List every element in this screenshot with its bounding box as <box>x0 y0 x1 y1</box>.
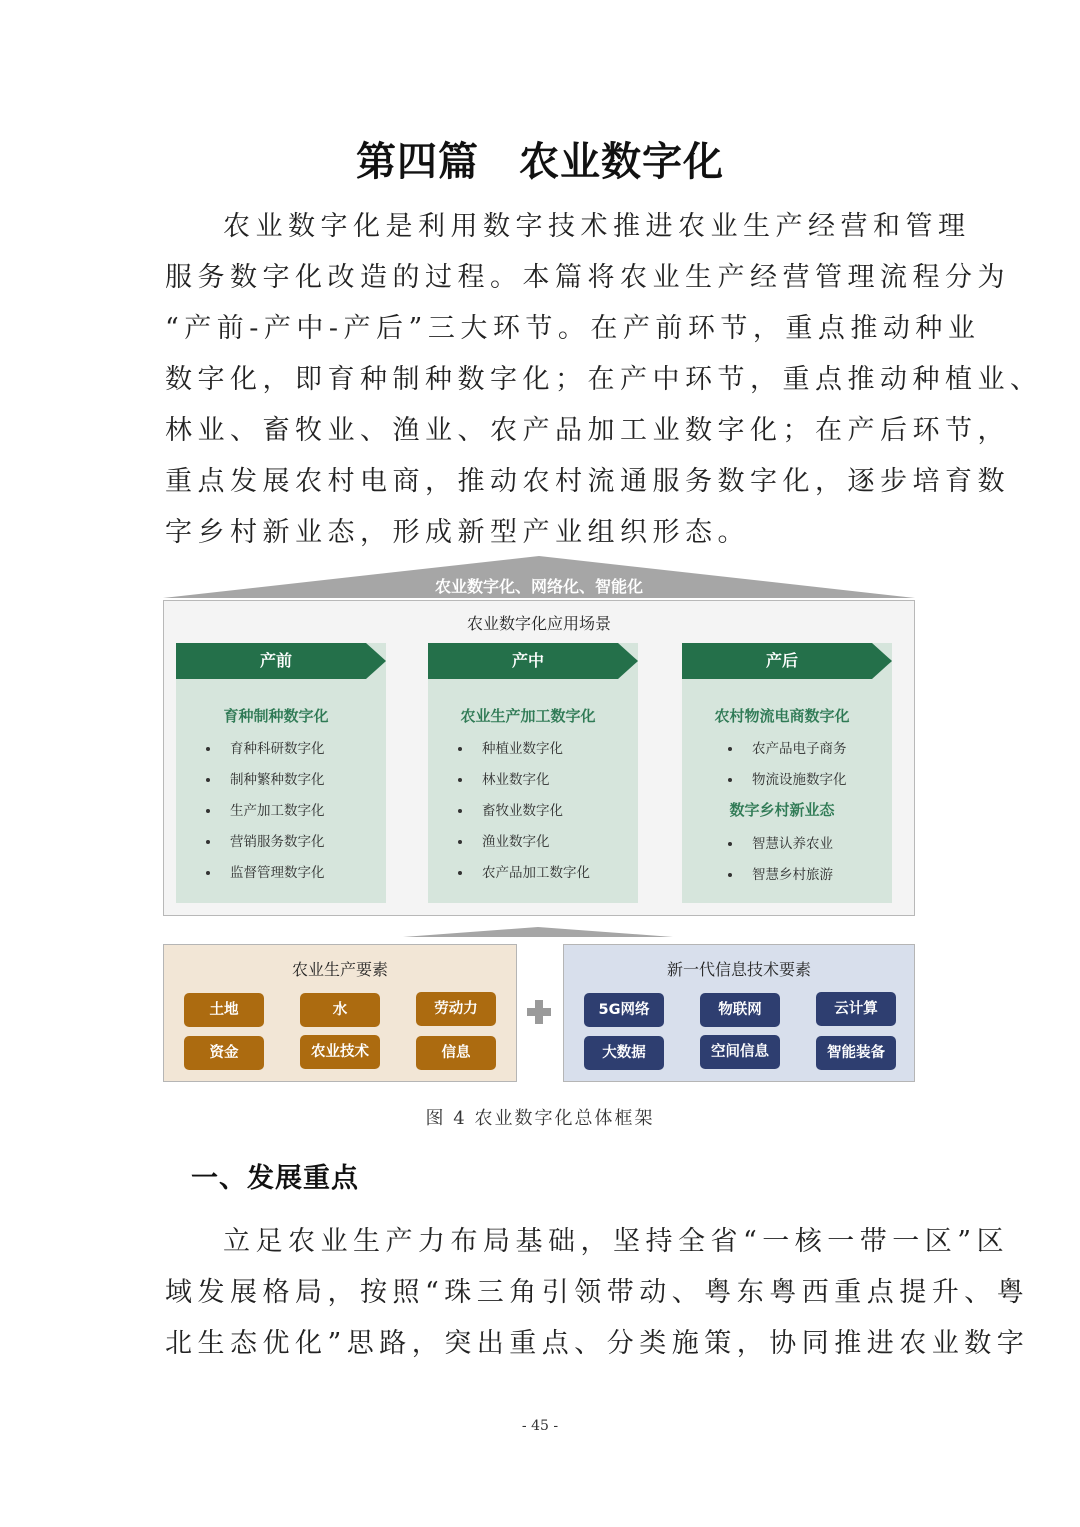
section-title: 农村物流电商数字化 <box>714 707 850 725</box>
column-header <box>682 643 892 679</box>
bullet-icon <box>728 778 732 782</box>
box-title: 新一代信息技术要素 <box>666 960 811 979</box>
mid-roof-shape <box>403 926 673 938</box>
tech-chip: 大数据 <box>584 1036 664 1070</box>
factor-chip: 土地 <box>184 993 264 1027</box>
bullet-icon <box>206 840 210 844</box>
text-line: 字乡村新业态，形成新型产业组织形态。 <box>165 517 750 548</box>
list-item: 监督管理数字化 <box>206 861 325 881</box>
bullet-icon <box>728 747 732 751</box>
list-item: 智慧乡村旅游 <box>728 863 833 883</box>
list-item: 制种繁种数字化 <box>206 768 325 788</box>
bullet-icon <box>458 778 462 782</box>
bullet-icon <box>206 778 210 782</box>
factor-chip: 劳动力 <box>416 992 496 1026</box>
list-item: 智慧认养农业 <box>728 832 833 852</box>
section-title: 数字乡村新业态 <box>729 801 835 819</box>
column-pre-production <box>176 643 386 903</box>
roof-label: 农业数字化、网络化、智能化 <box>434 577 643 596</box>
section-heading: 一、发展重点 <box>191 1163 359 1194</box>
bullet-icon <box>206 809 210 813</box>
tech-chip: 物联网 <box>700 993 780 1027</box>
section-title: 育种制种数字化 <box>223 707 329 725</box>
list-item: 畜牧业数字化 <box>458 799 563 819</box>
scene-title: 农业数字化应用场景 <box>466 614 611 633</box>
body-paragraph <box>165 1216 1030 1369</box>
bullet-icon <box>458 840 462 844</box>
section-title: 农业生产加工数字化 <box>460 707 596 725</box>
list-item: 营销服务数字化 <box>206 830 325 850</box>
part-label: 第四篇 <box>356 139 479 185</box>
column-header-label: 产前 <box>259 651 292 670</box>
list-item: 林业数字化 <box>458 768 550 788</box>
factor-chip: 水 <box>300 993 380 1027</box>
production-factors-box <box>163 944 517 1082</box>
text-line: 林业、畜牧业、渔业、农产品加工业数字化；在产后环节， <box>165 415 1010 446</box>
list-item: 种植业数字化 <box>458 737 563 757</box>
tech-chip: 智能装备 <box>816 1036 896 1070</box>
bullet-icon <box>728 842 732 846</box>
part-name: 农业数字化 <box>519 139 724 185</box>
box-title: 农业生产要素 <box>291 960 388 979</box>
page-title <box>0 130 1080 187</box>
bullet-icon <box>458 747 462 751</box>
column-post-production <box>682 643 892 903</box>
application-scenarios-panel <box>163 600 915 916</box>
text-line: 立足农业生产力布局基础，坚持全省“一核一带一区”区 <box>223 1226 1010 1257</box>
tech-chip: 5G网络 <box>584 993 664 1027</box>
list-item: 生产加工数字化 <box>206 799 325 819</box>
text-line: 北生态优化”思路，突出重点、分类施策，协同推进农业数字 <box>165 1328 1030 1359</box>
tech-chip: 云计算 <box>816 992 896 1026</box>
column-header <box>176 643 386 679</box>
text-line: 重点发展农村电商，推动农村流通服务数字化，逐步培育数 <box>165 466 1010 497</box>
text-line: 域发展格局，按照“珠三角引领带动、粤东粤西重点提升、粤 <box>165 1277 1030 1308</box>
plus-icon <box>527 1000 551 1024</box>
list-item: 物流设施数字化 <box>728 768 847 788</box>
intro-paragraph <box>165 201 1043 558</box>
bullet-icon <box>206 747 210 751</box>
bullet-icon <box>728 873 732 877</box>
text-line: 数字化，即育种制种数字化；在产中环节，重点推动种植业、 <box>165 364 1043 395</box>
factor-chip: 农业技术 <box>300 1035 380 1069</box>
framework-figure <box>163 554 915 1084</box>
tech-factors-box <box>563 944 915 1082</box>
bullet-icon <box>206 871 210 875</box>
figure-caption: 图 4 农业数字化总体框架 <box>425 1108 655 1129</box>
text-line: 农业数字化是利用数字技术推进农业生产经营和管理 <box>223 211 971 242</box>
bullet-icon <box>458 871 462 875</box>
column-header-label: 产后 <box>765 651 798 670</box>
factor-chip: 资金 <box>184 1036 264 1070</box>
list-item: 农产品加工数字化 <box>458 861 590 881</box>
column-header <box>428 643 638 679</box>
list-item: 育种科研数字化 <box>206 737 325 757</box>
tech-chip: 空间信息 <box>700 1035 780 1069</box>
page-number: - 45 - <box>521 1418 559 1434</box>
bullet-icon <box>458 809 462 813</box>
list-item: 渔业数字化 <box>458 830 550 850</box>
text-line: 服务数字化改造的过程。本篇将农业生产经营管理流程分为 <box>165 262 1010 293</box>
factor-chip: 信息 <box>416 1036 496 1070</box>
column-header-label: 产中 <box>511 651 544 670</box>
list-item: 农产品电子商务 <box>728 737 847 757</box>
column-in-production <box>428 643 638 903</box>
text-line: “产前-产中-产后”三大环节。在产前环节，重点推动种业 <box>165 313 981 344</box>
